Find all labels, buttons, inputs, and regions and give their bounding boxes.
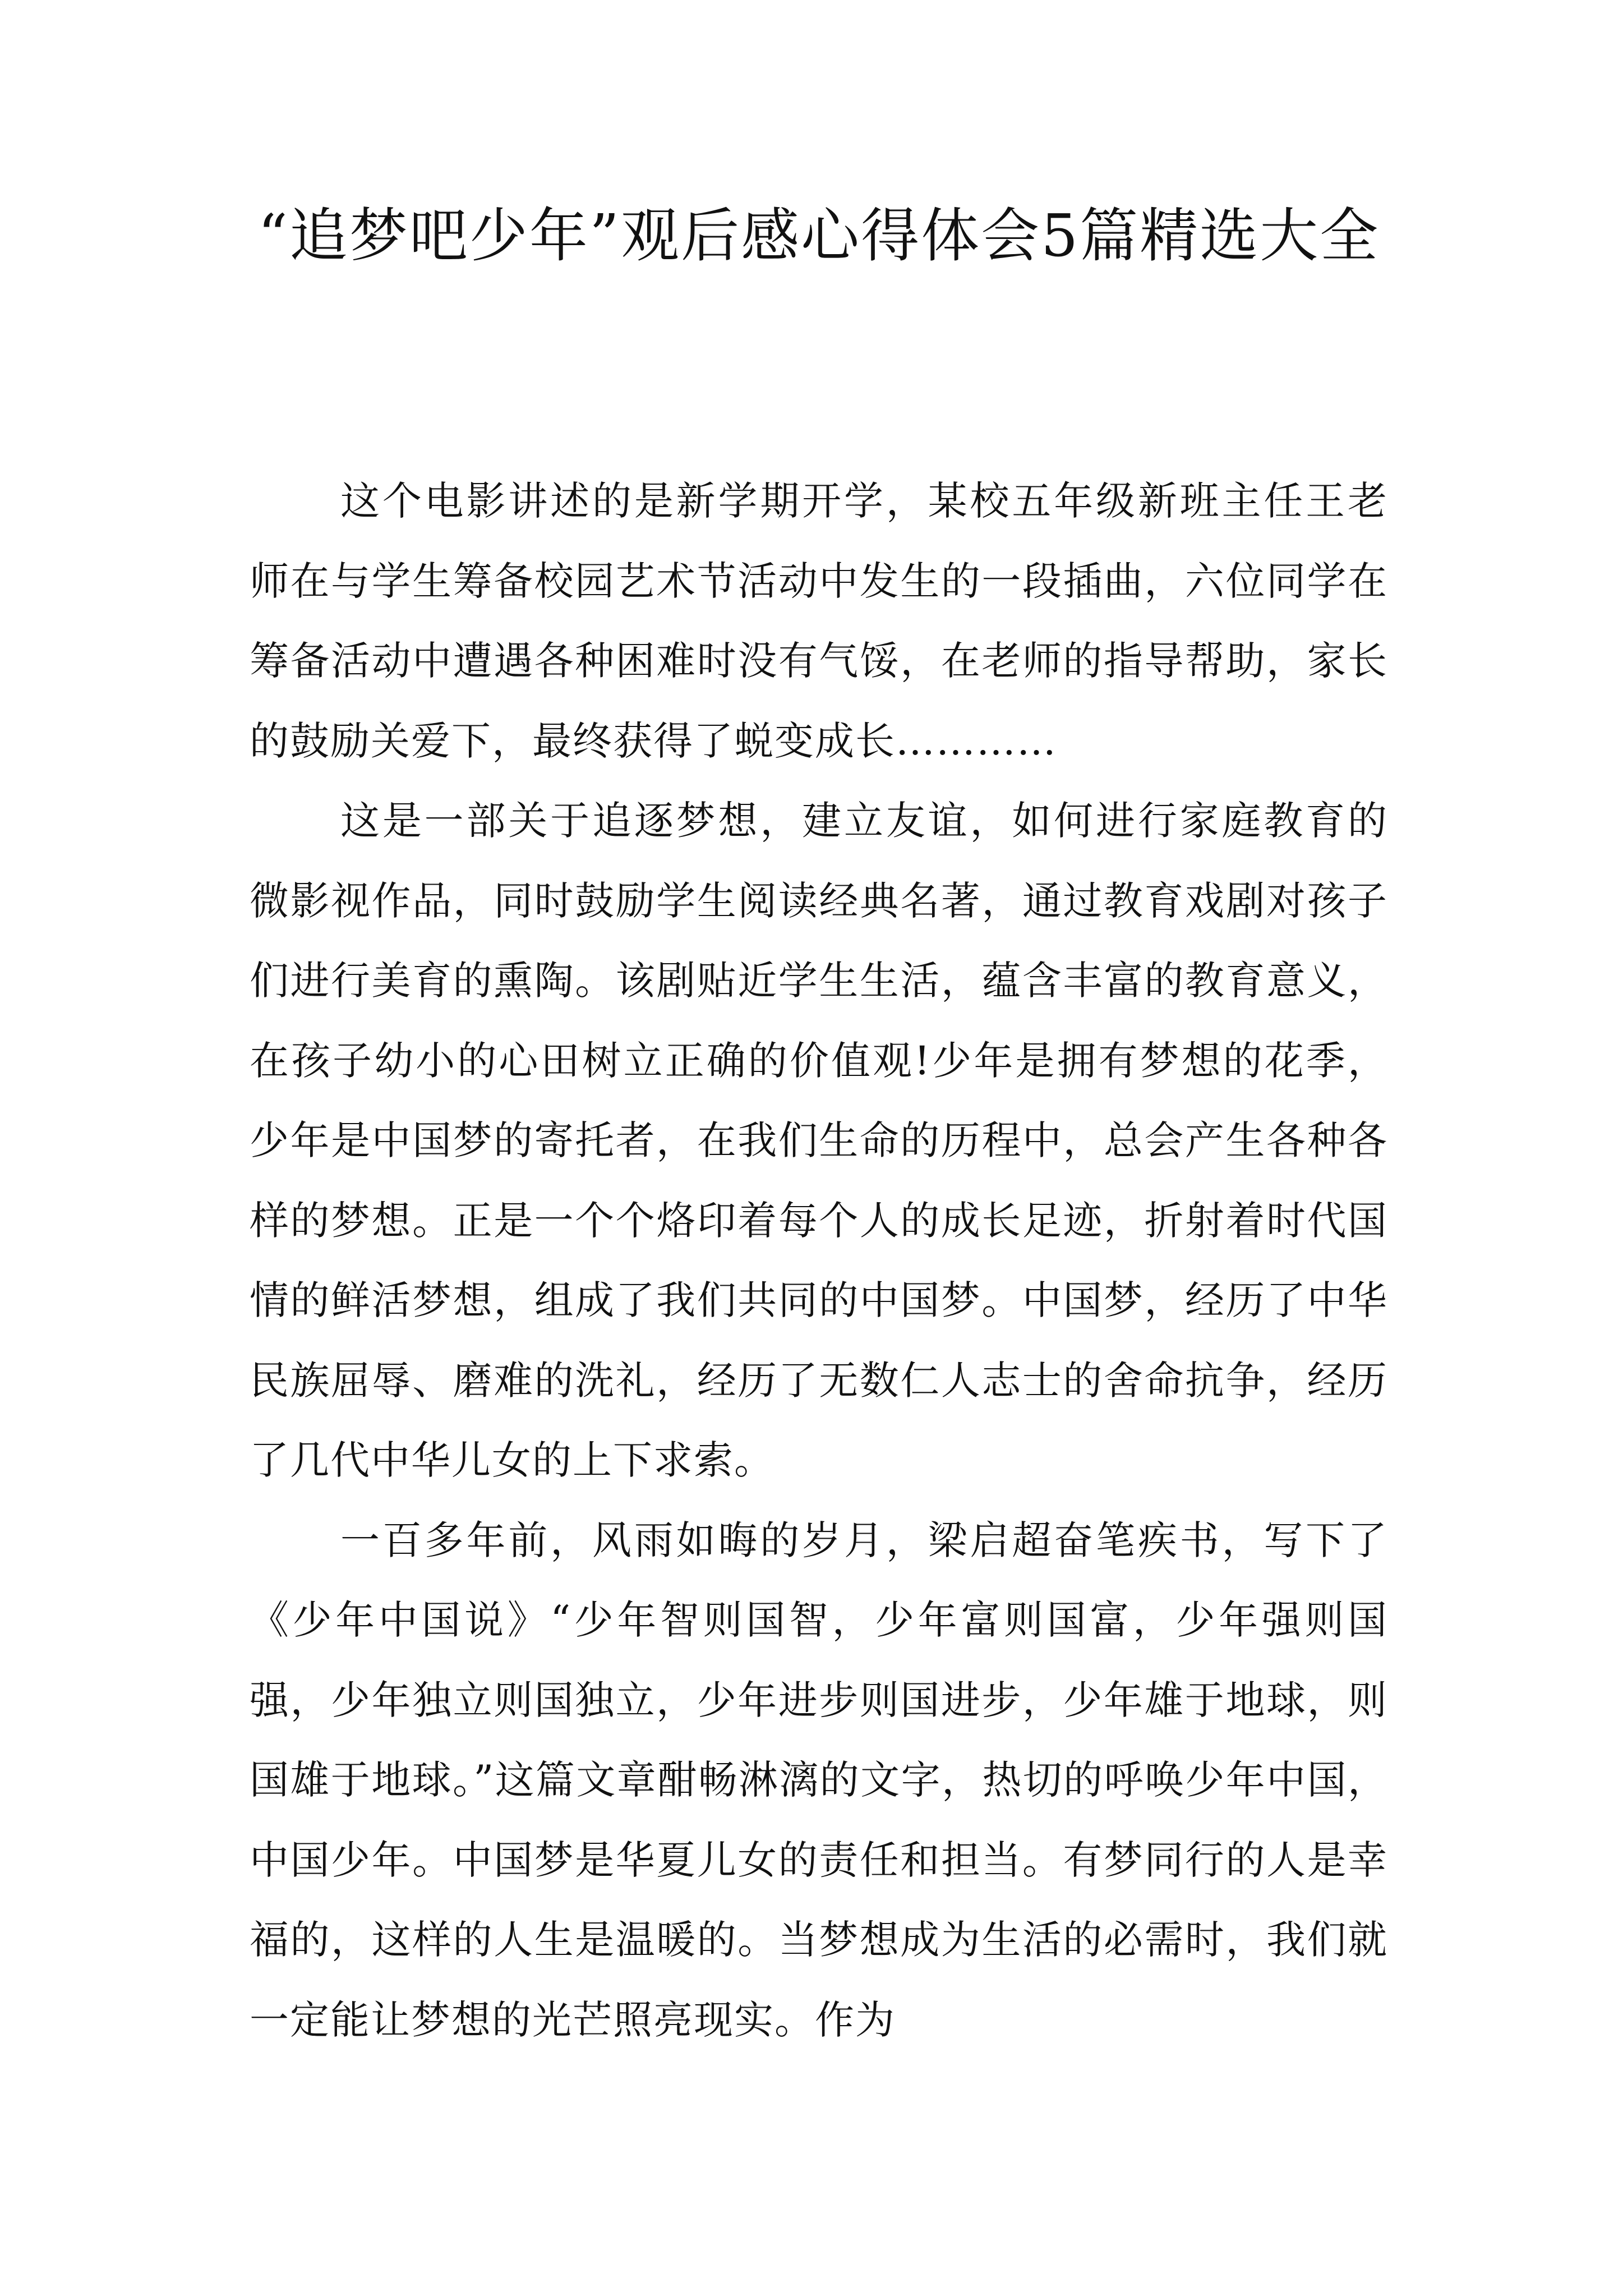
document-body: [250, 461, 1388, 2060]
paragraph-2: 这是一部关于追逐梦想，建立友谊，如何进行家庭教育的微影视作品，同时鼓励学生阅读经典名著，通过教育戏剧对孩子们进行美育的熏陶。该剧贴近学生生活，蕴含丰富的教育意义，在孩子幼小的心田树立正确的价值观!少年是拥有梦想的花季，少年是中国梦的寄托者，在我们生命的历程中，总会产生各种各样的梦想。正是一个个烙印着每个人的成长足迹，折射着时代国情的鲜活梦想，组成了我们共同的中国梦。中国梦，经历了中华民族屈辱、磨难的洗礼，经历了无数仁人志士的舍命抗争，经历了几代中华儿女的上下求索。: [250, 798, 1388, 1483]
paragraph-3: 一百多年前，风雨如晦的岁月，梁启超奋笔疾书，写下了《少年中国说》“少年智则国智，少年富则国富，少年强则国强，少年独立则国独立，少年进步则国进步，少年雄于地球，则国雄于地球。”这篇文章酣畅淋漓的文字，热切的呼唤少年中国，中国少年。中国梦是华夏儿女的责任和担当。有梦同行的人是幸福的，这样的人生是温暖的。当梦想成为生活的必需时，我们就一定能让梦想的光芒照亮现实。作为: [250, 1517, 1388, 2043]
paragraph-1: 这个电影讲述的是新学期开学，某校五年级新班主任王老师在与学生筹备校园艺术节活动中发生的一段插曲，六位同学在筹备活动中遭遇各种困难时没有气馁，在老师的指导帮助，家长的鼓励关爱下，最终获得了蜕变成长…………: [250, 478, 1388, 764]
document-title: “追梦吧少年”观后感心得体会5篇精选大全: [257, 201, 1380, 270]
